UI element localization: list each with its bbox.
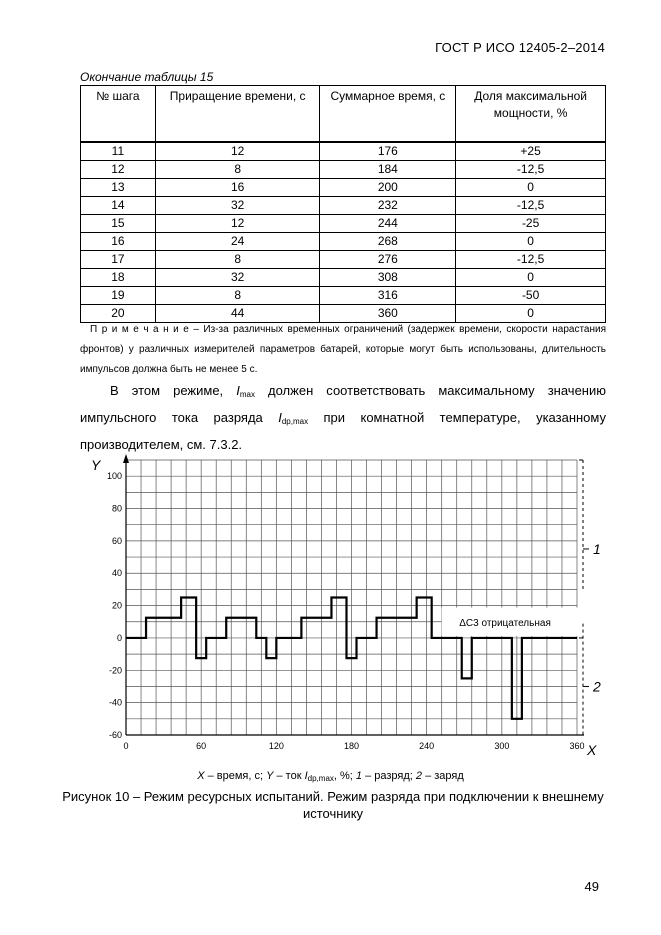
table-cell: 11 (81, 142, 156, 161)
y-tick-label: -20 (108, 665, 122, 676)
table-cell: 276 (320, 251, 456, 269)
table-cell: 15 (81, 215, 156, 233)
table-cell: 176 (320, 142, 456, 161)
table-cell: -25 (456, 215, 606, 233)
table-cell: 32 (155, 269, 320, 287)
table-cell: 12 (155, 215, 320, 233)
table-cell: 24 (155, 233, 320, 251)
table-row (81, 215, 606, 233)
table-cell: 20 (81, 305, 156, 323)
table-cell: 12 (155, 142, 320, 161)
y-axis-arrow (123, 454, 129, 463)
column-header: Доля максимальной мощности, % (456, 86, 606, 143)
table-cell: -12,5 (456, 161, 606, 179)
table-cell: 244 (320, 215, 456, 233)
table-cell: 268 (320, 233, 456, 251)
chart-legend: X – время, с; Y – ток $I_{dp,max}$, %; 1 – разряд; 2 – заряд (197, 770, 464, 783)
table-note (80, 320, 606, 380)
table-cell: -50 (456, 287, 606, 305)
table-cell: 308 (320, 269, 456, 287)
table-cell: -12,5 (456, 197, 606, 215)
table-row (81, 197, 606, 215)
table-cell: 184 (320, 161, 456, 179)
table-header-row (81, 86, 606, 143)
column-header: Приращение времени, с (155, 86, 320, 143)
table-row (81, 161, 606, 179)
table-cell: 12 (81, 161, 156, 179)
y-tick-label: -40 (108, 697, 122, 708)
x-tick-label: 180 (343, 741, 360, 751)
table-cell: 0 (456, 269, 606, 287)
table-row (81, 233, 606, 251)
table-cell: 316 (320, 287, 456, 305)
table-cell: 14 (81, 197, 156, 215)
table-cell: 32 (155, 197, 320, 215)
x-tick-label: 360 (569, 741, 585, 751)
table-row (81, 287, 606, 305)
table-row (81, 251, 606, 269)
annotation-label: ΔC3 отрицательная (459, 617, 551, 629)
table-cell: 18 (81, 269, 156, 287)
column-header: Суммарное время, с (320, 86, 456, 143)
column-header: № шага (81, 86, 156, 143)
table-cell: 232 (320, 197, 456, 215)
region-label-discharge: 1 (593, 540, 601, 557)
table-caption: Окончание таблицы 15 (80, 70, 214, 84)
range-bracket (579, 460, 589, 735)
x-axis-label: X (587, 742, 597, 758)
y-axis-label: Y (91, 457, 101, 473)
table-cell: 44 (155, 305, 320, 323)
page-number: 49 (584, 879, 599, 894)
table-cell: 8 (155, 251, 320, 269)
note-text: – Из-за различных временных ограничений (задержек времени, скорости нарастания фронтов) у различных измерителей параметров батарей, которые могут быть использованы, длительность импульсов должна быть не менее 5 с. (80, 324, 607, 375)
figure-caption: Рисунок 10 – Режим ресурсных испытаний. Режим разряда при подключении к внешнему источнику (62, 789, 604, 821)
table-cell: 17 (81, 251, 156, 269)
body-paragraph: В этом режиме, $I_{max}$ должен соответствовать максимальному значению импульсного тока разряда $I_{dp,max}$ при комнатной температуре, указанному производителем, см. 7.3.2. (80, 383, 606, 452)
x-tick-label: 240 (419, 741, 435, 751)
y-tick-label: 20 (111, 600, 122, 611)
table-cell: 16 (81, 233, 156, 251)
step-chart (0, 450, 661, 770)
y-tick-label: -60 (108, 730, 122, 740)
table-cell: 0 (456, 179, 606, 197)
document-header: ГОСТ Р ИСО 12405-2–2014 (435, 40, 605, 55)
table-cell: 16 (155, 179, 320, 197)
table-row (81, 179, 606, 197)
x-tick-label: 60 (196, 741, 207, 751)
y-tick-label: 40 (111, 568, 122, 579)
table-row (81, 269, 606, 287)
table-cell: 200 (320, 179, 456, 197)
y-tick-label: 0 (116, 632, 122, 643)
table-cell: -12,5 (456, 251, 606, 269)
region-label-charge: 2 (593, 678, 601, 695)
y-tick-label: 80 (111, 503, 122, 514)
table-cell: 8 (155, 161, 320, 179)
y-tick-label: 60 (111, 535, 122, 546)
table-cell: 0 (456, 233, 606, 251)
table-row (81, 142, 606, 161)
x-tick-label: 120 (268, 741, 284, 751)
table-cell: 360 (320, 305, 456, 323)
note-label: П р и м е ч а н и е (90, 324, 189, 335)
x-tick-label: 0 (123, 741, 129, 751)
table-cell: 8 (155, 287, 320, 305)
table-cell: +25 (456, 142, 606, 161)
data-table (80, 85, 606, 323)
table-cell: 0 (456, 305, 606, 323)
table-cell: 13 (81, 179, 156, 197)
y-tick-label: 100 (106, 471, 122, 482)
table-cell: 19 (81, 287, 156, 305)
x-tick-label: 300 (494, 741, 510, 751)
